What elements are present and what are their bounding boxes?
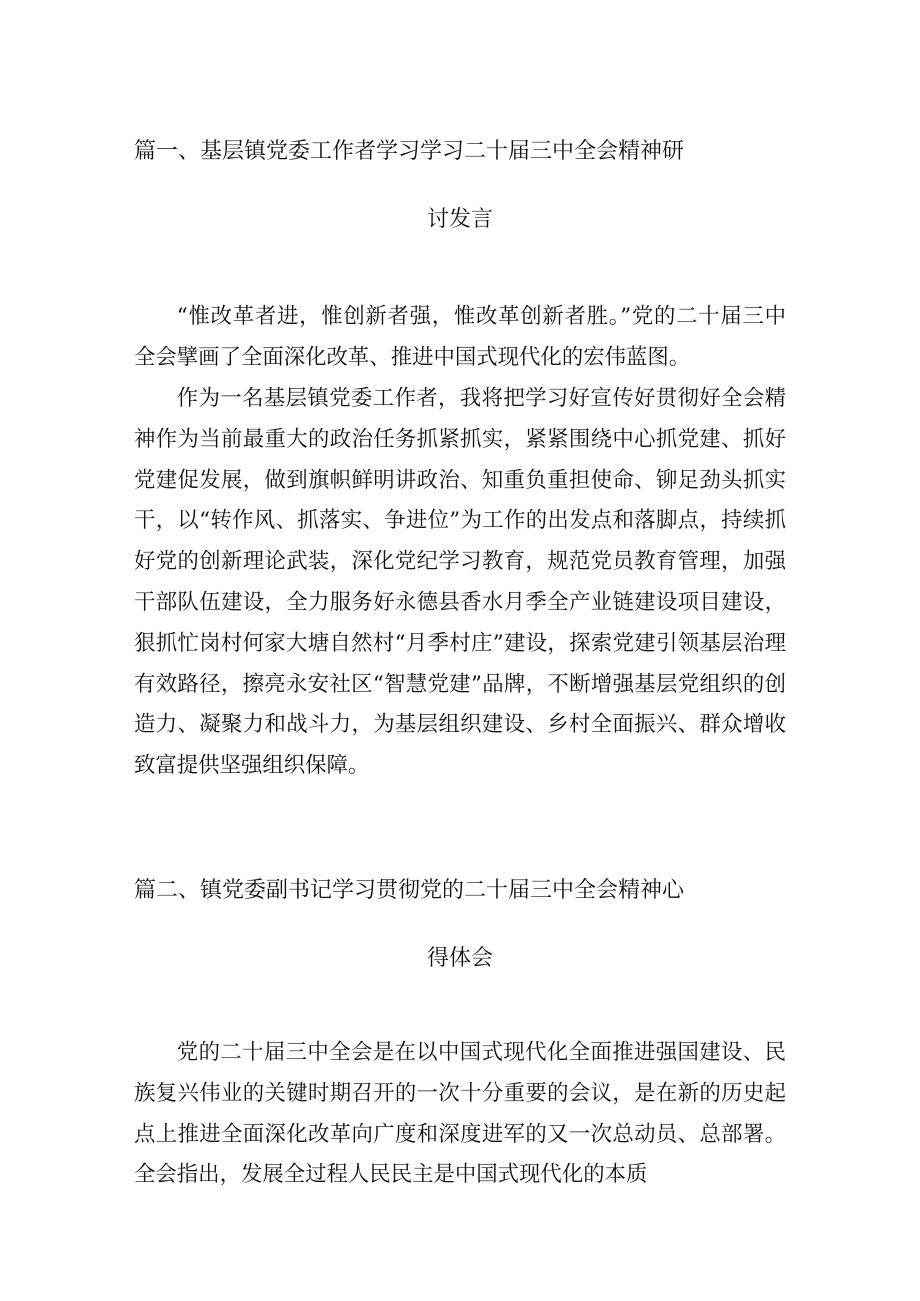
section-title-2-line1: 篇二、镇党委副书记学习贯彻党的二十届三中全会精神心 — [134, 878, 685, 903]
section-2-paragraph-1: 党的二十届三中全会是在以中国式现代化全面推进强国建设、民族复兴伟业的关键时期召开的一次十分重要的会议，是在新的历史起点上推进全面深化改革向广度和深度进军的又一次总动员、总部署。全会指出，发展全过程人民民主是中国式现代化的本质 — [134, 1040, 786, 1188]
section-title-1 — [134, 137, 786, 235]
section-title-2-line2: 得体会 — [426, 946, 493, 971]
section-1-paragraph-2: 作为一名基层镇党委工作者，我将把学习好宣传好贯彻好全会精神作为当前最重大的政治任务抓紧抓实，紧紧围绕中心抓党建、抓好党建促发展，做到旗帜鲜明讲政治、知重负重担使命、铆足劲头抓实干，以“转作风、抓落实、争进位”为工作的出发点和落脚点，持续抓好党的创新理论武装，深化党纪学习教育，规范党员教育管理，加强干部队伍建设，全力服务好永德县香水月季全产业链建设项目建设，狠抓忙岗村何家大塘自然村“月季村庄”建设，探索党建引领基层治理有效路径，擦亮永安社区“智慧党建”品牌，不断增强基层党组织的创造力、凝聚力和战斗力，为基层组织建设、乡村全面振兴、群众增收致富提供坚强组织保障。 — [134, 386, 786, 779]
section-title-1-line1: 篇一、基层镇党委工作者学习学习二十届三中全会精神研 — [134, 139, 685, 164]
section-1-paragraph-1: “惟改革者进，惟创新者强，惟改革创新者胜。”党的二十届三中全会擘画了全面深化改革、推进中国式现代化的宏伟蓝图。 — [134, 304, 786, 370]
section-title-2 — [134, 876, 786, 974]
section-title-1-line2: 讨发言 — [426, 207, 493, 232]
